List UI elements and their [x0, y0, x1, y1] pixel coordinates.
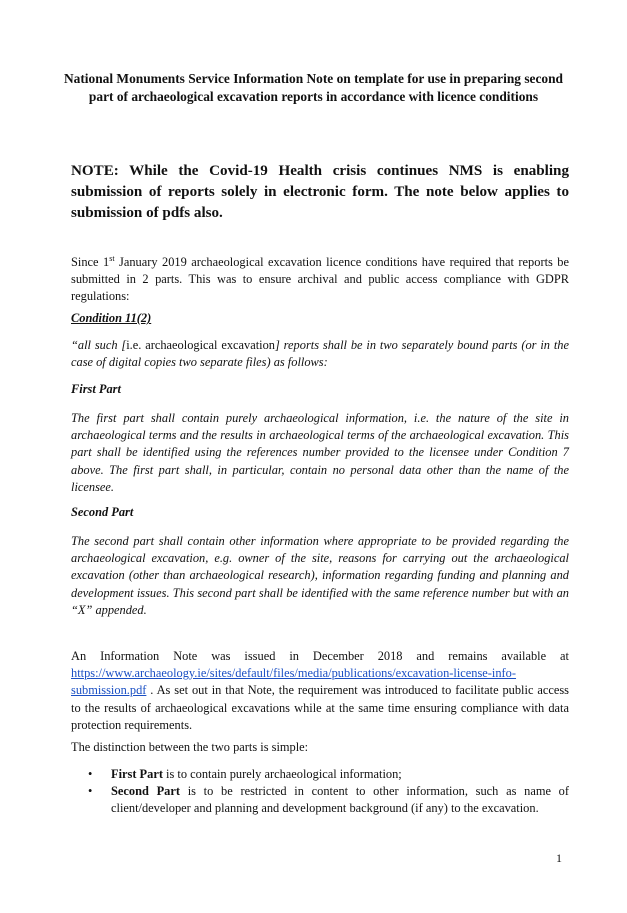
list-item: • First Part is to contain purely archaeological information;	[71, 766, 569, 783]
intro-paragraph: Since 1st January 2019 archaeological excavation licence conditions have required that reports be submitted in 2 parts. This was to ensure archival and public access compliance with GDPR regulations:	[71, 253, 569, 304]
list-item: • Second Part is to be restricted in content to other information, such as name of client/developer and planning and development background (if any) to the excavation.	[88, 784, 570, 816]
bullet-icon: •	[88, 784, 93, 799]
page-number: 1	[556, 851, 562, 865]
covid-note: NOTE: While the Covid-19 Health crisis continues NMS is enabling submission of reports solely in electronic form. The note below applies to submission of pdfs also.	[71, 163, 569, 221]
excavation-info-link[interactable]: https://www.archaeology.ie/sites/default/files/media/publications/excavation-license-info-submission.pdf	[71, 666, 517, 698]
info-note-paragraph: An Information Note was issued in December 2018 and remains available at https://www.archaeology.ie/sites/default/files/media/publications/excavation-license-info-submission.pdf . As set out in that Note, the requirement was introduced to facilitate public access to the results of archaeological excavations while at the same time ensuring compliance with data protection requirements.	[71, 649, 569, 732]
condition-heading: Condition 11(2)	[71, 311, 152, 325]
second-part-text: The second part shall contain other information where appropriate to be provided regarding the archaeological excavation, e.g. owner of the site, reasons for carrying out the archaeological excavation (other than archaeological research), information regarding funding and planning and development issues. This second part shall be identified with the same reference number but with an “X” appended.	[71, 534, 569, 617]
first-part-text: The first part shall contain purely archaeological information, i.e. the nature of the site in archaeological terms and the results in archaeological terms of the archaeological excavation. This part shall be identified using the references number provided to the licensee under Condition 7 above. The first part shall, in particular, contain no personal data other than the name of the licensee.	[71, 411, 569, 494]
bullet-icon: •	[88, 767, 93, 781]
condition-quote: “all such [i.e. archaeological excavation] reports shall be in two separately bound parts (or in the case of digital copies two separate files) as follows:	[71, 338, 569, 370]
document-title: National Monuments Service Information Note on template for use in preparing second part of archaeological excavation reports in accordance with licence conditions	[63, 71, 564, 104]
distinction-paragraph: The distinction between the two parts is simple:	[71, 740, 309, 754]
parts-list	[71, 766, 569, 818]
first-part-heading: First Part	[71, 382, 121, 396]
second-part-heading: Second Part	[71, 505, 134, 519]
